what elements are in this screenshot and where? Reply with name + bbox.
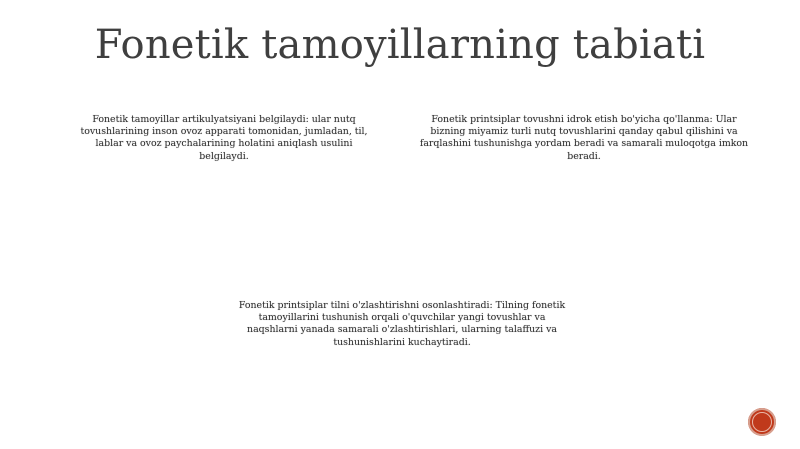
slide-title: Fonetik tamoyillarning tabiati [94,22,706,68]
next-slide-circle-icon[interactable] [748,408,776,436]
text-block-articulation: Fonetik tamoyillar artikulyatsiyani belgilaydi: ular nutq tovushlarining inson ovoz apparati tomonidan, jumladan, til, lablar va ovoz paychalarining holatini aniqlash usulini belgilaydi. [80,114,368,162]
text-block-acquisition: Fonetik printsiplar tilni o'zlashtirishni osonlashtiradi: Tilning fonetik tamoyillarini tushunish orqali o'quvchilar yangi tovushlar va naqshlarni yanada samarali o'zlashtirishlari, ularning talaffuzi va tushunishlarini kuchaytiradi. [238,300,566,348]
text-block-perception: Fonetik printsiplar tovushni idrok etish bo'yicha qo'llanma: Ular bizning miyamiz turli nutq tovushlarini qanday qabul qilishini va farqlashini tushunishga yordam beradi va samarali muloqotga imkon beradi. [419,114,749,162]
